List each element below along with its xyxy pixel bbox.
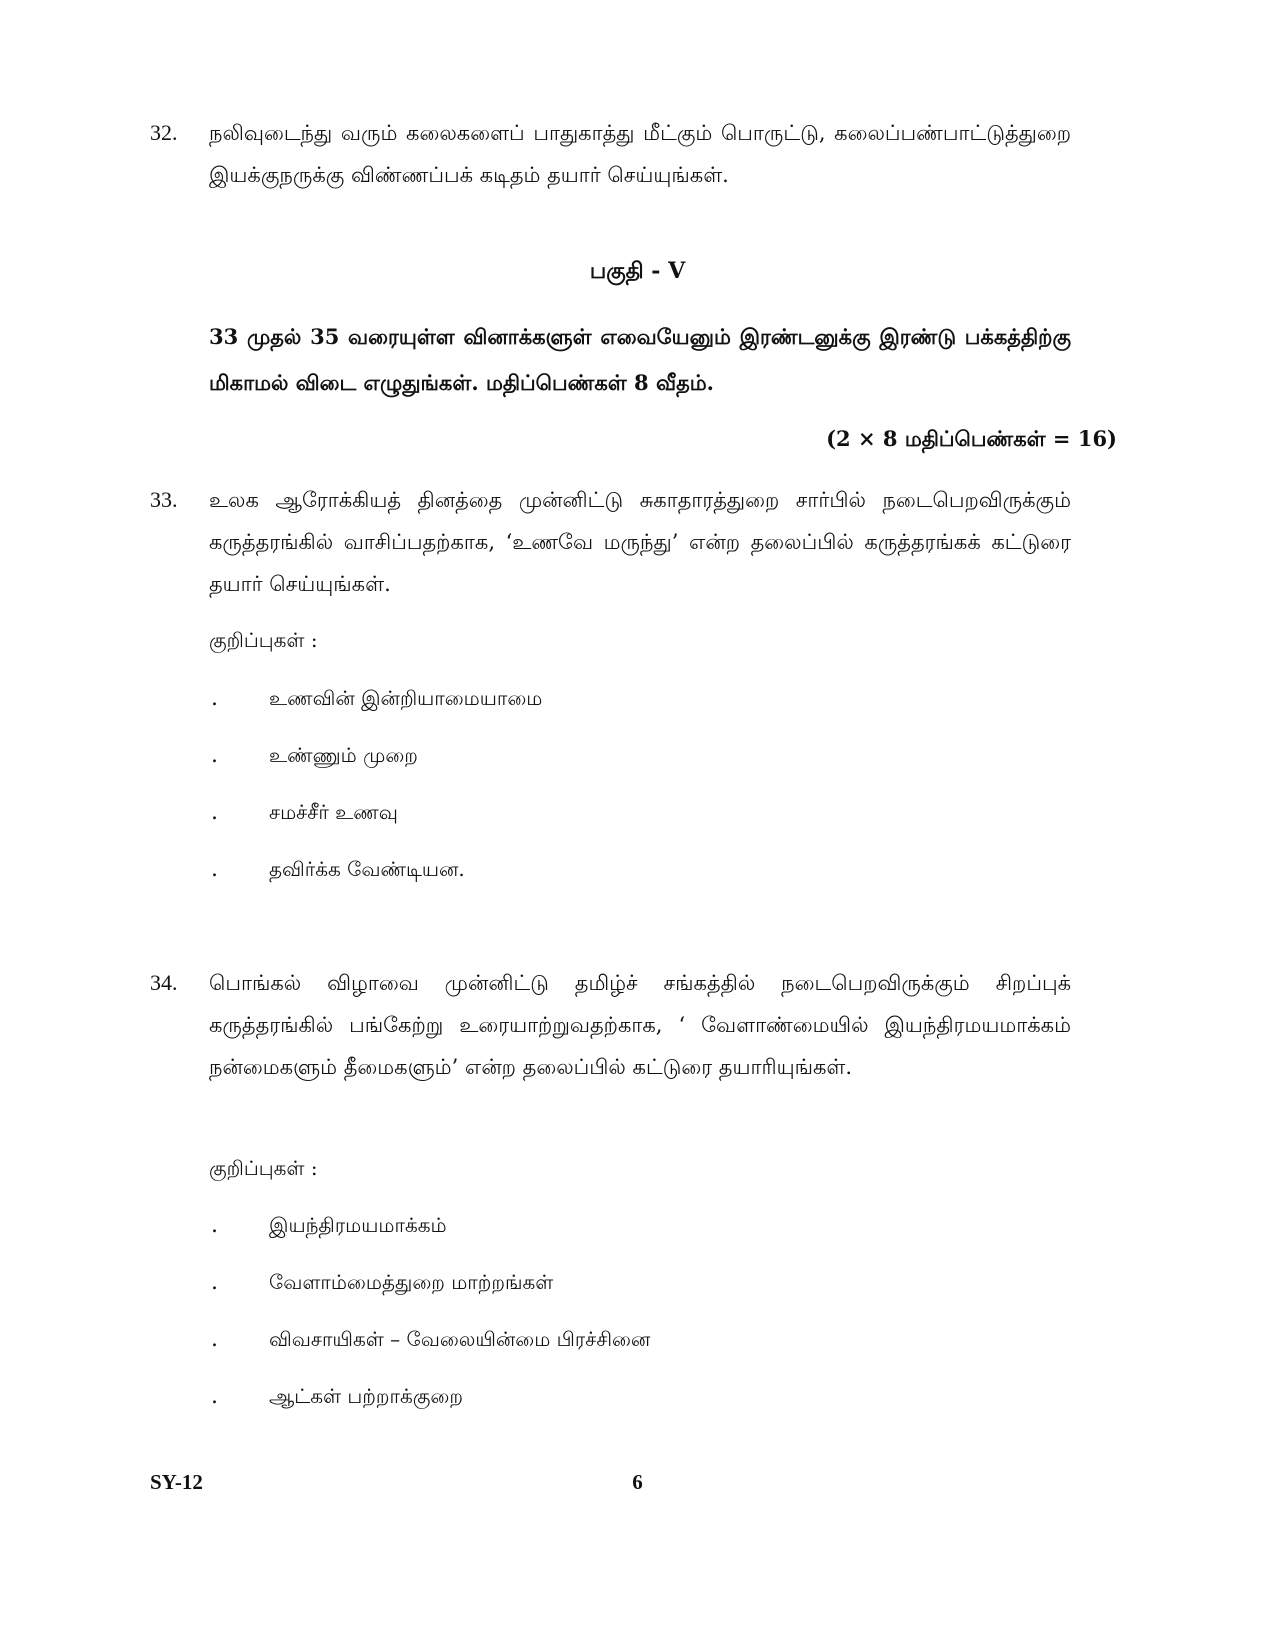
note-text: வேளாம்மைத்துறை மாற்றங்கள் xyxy=(269,1270,554,1294)
part-title: பகுதி - V xyxy=(589,258,686,284)
bullet-icon: . xyxy=(211,1384,218,1409)
question-34-text: பொங்கல் விழாவை முன்னிட்டு தமிழ்ச் சங்கத்தில் நடைபெறவிருக்கும் சிறப்புக் கருத்தரங்கில் பங்கேற்று உரையாற்றுவதற்காக, ‘ வேளாண்மையில் இயந்திரமயமாக்கம் நன்மைகளும் தீமைகளும்’ என்ற தலைப்பில் கட்டுரை தயாரியுங்கள். xyxy=(209,971,1071,1079)
question-33-notes-list xyxy=(209,686,1059,914)
list-item xyxy=(209,686,1059,743)
paper-code: SY-12 xyxy=(150,1470,203,1494)
bullet-icon: . xyxy=(211,686,218,711)
list-item xyxy=(209,1213,1059,1270)
bullet-icon: . xyxy=(211,1327,218,1352)
list-item xyxy=(209,1384,1059,1441)
question-34-notes-label: குறிப்புகள் : xyxy=(209,1156,318,1180)
note-text: சமச்சீர் உணவு xyxy=(269,800,398,824)
question-32-number: 32. xyxy=(150,120,178,145)
list-item xyxy=(209,857,1059,914)
list-item xyxy=(209,1327,1059,1384)
note-text: இயந்திரமயமாக்கம் xyxy=(269,1213,447,1237)
note-text: விவசாயிகள் – வேலையின்மை பிரச்சினை xyxy=(269,1327,651,1351)
bullet-icon: . xyxy=(211,857,218,882)
list-item xyxy=(209,800,1059,857)
question-33-text: உலக ஆரோக்கியத் தினத்தை முன்னிட்டு சுகாதாரத்துறை சார்பில் நடைபெறவிருக்கும் கருத்தரங்கில் வாசிப்பதற்காக, ‘உணவே மருந்து’ என்ற தலைப்பில் கருத்தரங்கக் கட்டுரை தயார் செய்யுங்கள். xyxy=(209,488,1071,596)
part-instruction: 33 முதல் 35 வரையுள்ள வினாக்களுள் எவையேனும் இரண்டனுக்கு இரண்டு பக்கத்திற்கு மிகாமல் விடை எழுதுங்கள். மதிப்பெண்கள் 8 வீதம். xyxy=(209,324,1071,395)
list-item xyxy=(209,1270,1059,1327)
marks-allocation: (2 × 8 மதிப்பெண்கள் = 16) xyxy=(826,426,1117,451)
question-32-text: நலிவுடைந்து வரும் கலைகளைப் பாதுகாத்து மீட்கும் பொருட்டு, கலைப்பண்பாட்டுத்துறை இயக்குநருக்கு விண்ணப்பக் கடிதம் தயார் செய்யுங்கள். xyxy=(209,121,1071,187)
bullet-icon: . xyxy=(211,800,218,825)
question-34-notes-list xyxy=(209,1213,1059,1441)
bullet-icon: . xyxy=(211,1213,218,1238)
question-33-number: 33. xyxy=(150,487,178,512)
note-text: உணவின் இன்றியாமையாமை xyxy=(269,686,543,710)
note-text: ஆட்கள் பற்றாக்குறை xyxy=(269,1384,463,1408)
list-item xyxy=(209,743,1059,800)
question-34-number: 34. xyxy=(150,970,178,995)
bullet-icon: . xyxy=(211,1270,218,1295)
note-text: தவிர்க்க வேண்டியன. xyxy=(269,857,465,881)
bullet-icon: . xyxy=(211,743,218,768)
question-33-notes-label: குறிப்புகள் : xyxy=(209,628,318,652)
page-number: 6 xyxy=(632,1470,643,1494)
note-text: உண்ணும் முறை xyxy=(269,743,418,767)
